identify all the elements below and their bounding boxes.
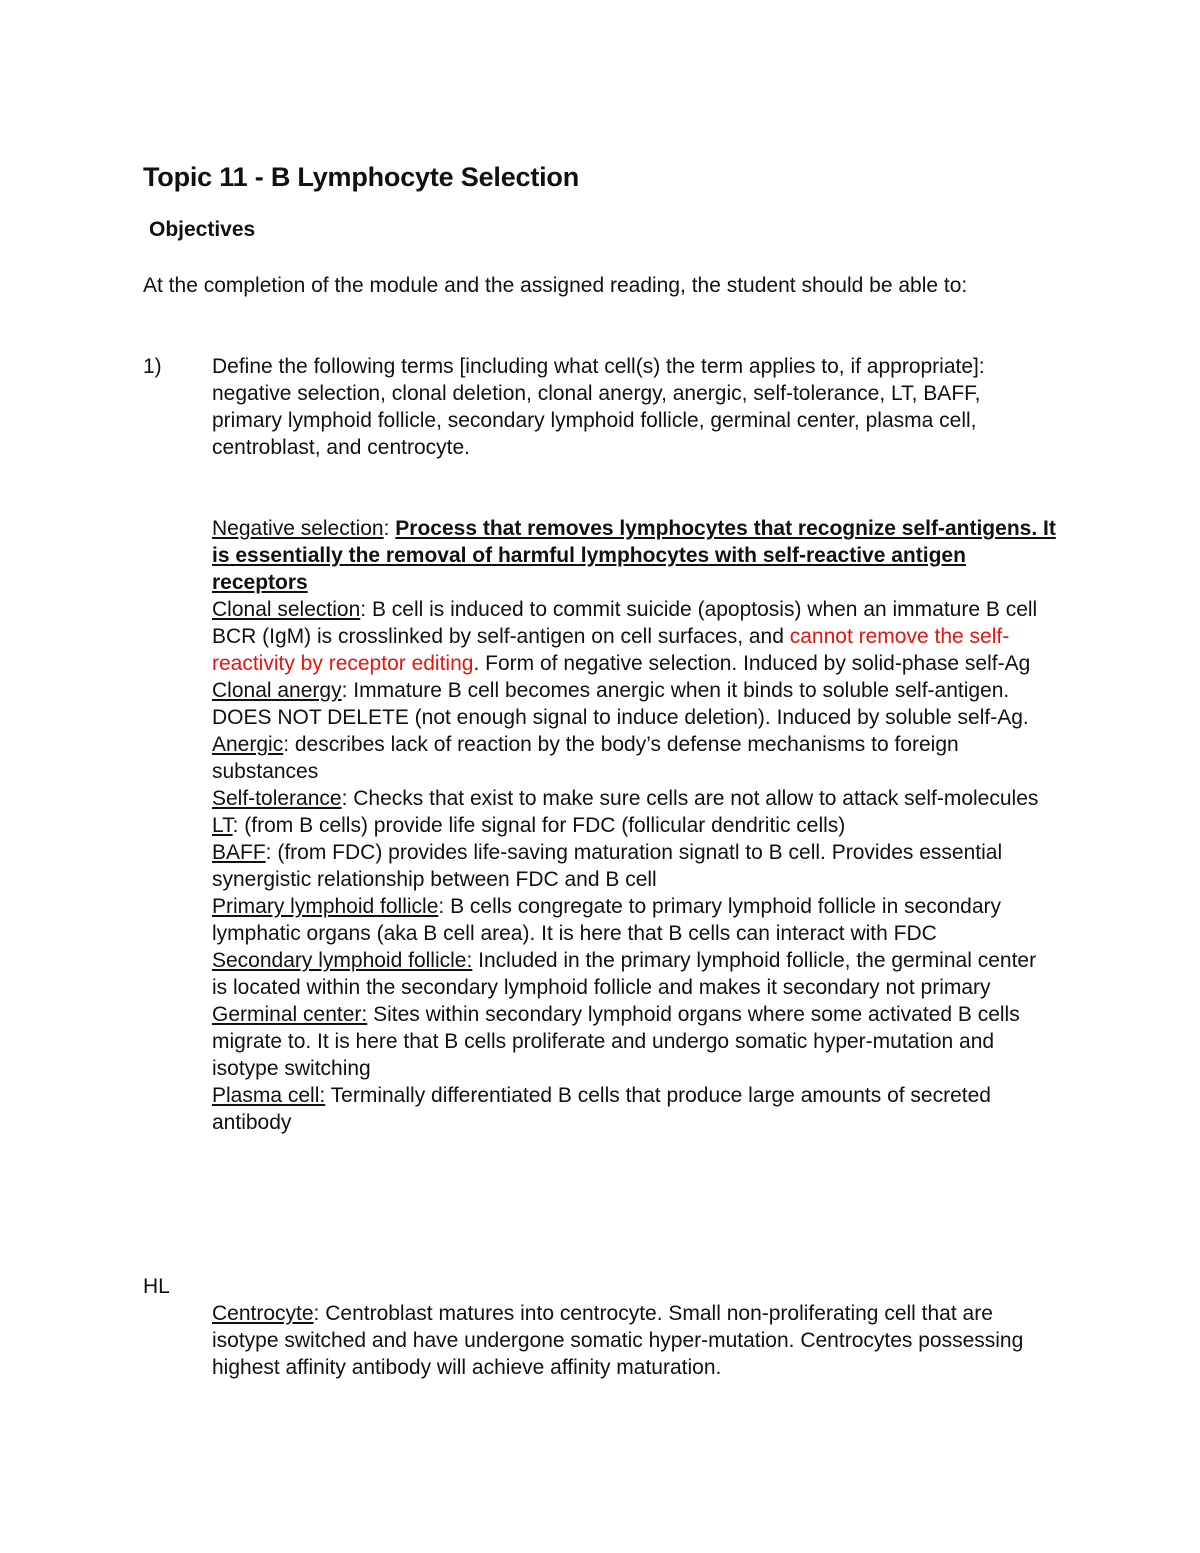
term-separator: : bbox=[265, 841, 278, 864]
definition-text: B cell is induced to commit suicide (apoptosis) when an immature B cell BCR (IgM) is crosslinked by self-antigen on cell surfaces, and bbox=[212, 598, 1038, 648]
definition-text: B cells congregate to primary lymphoid follicle in secondary lymphatic organs (aka B cell area). It is here that B cells can interact with FDC bbox=[212, 895, 1001, 945]
definition-anergic bbox=[212, 731, 1057, 785]
term-label: Self-tolerance bbox=[212, 787, 342, 810]
definition-primary-lymphoid-follicle bbox=[212, 893, 1057, 947]
term-label: Secondary lymphoid follicle: bbox=[212, 949, 473, 972]
term-label: Plasma cell: bbox=[212, 1084, 326, 1107]
definition-clonal-selection bbox=[212, 596, 1057, 677]
definition-text: Immature B cell becomes anergic when it binds to soluble self-antigen. DOES NOT DELETE (not enough signal to induce deletion). Induced by soluble self-Ag. bbox=[212, 679, 1029, 729]
hl-label: HL bbox=[143, 1275, 170, 1298]
definition-baff bbox=[212, 839, 1057, 893]
objective-instruction: Define the following terms [including what cell(s) the term applies to, if appropriate]: bbox=[212, 355, 985, 378]
term-separator: : bbox=[313, 1302, 326, 1325]
definition-lt bbox=[212, 812, 1057, 839]
definition-germinal-center bbox=[212, 1001, 1057, 1082]
definition-text-highlight: cannot remove the self-reactivity by receptor editing bbox=[212, 625, 1010, 675]
term-label: LT bbox=[212, 814, 233, 837]
definition-text: Centroblast matures into centrocyte. Small non-proliferating cell that are isotype switched and have undergone somatic hyper-mutation. Centrocytes possessing highest affinity antibody will achieve affinity maturation. bbox=[212, 1302, 1024, 1379]
definition-text: Sites within secondary lymphoid organs where some activated B cells migrate to. It is here that B cells proliferate and undergo somatic hyper-mutation and isotype switching bbox=[212, 1003, 1020, 1080]
term-label: Primary lymphoid follicle bbox=[212, 895, 439, 918]
definition-secondary-lymphoid-follicle bbox=[212, 947, 1057, 1001]
definition-plasma-cell bbox=[212, 1082, 1057, 1136]
intro-paragraph: At the completion of the module and the assigned reading, the student should be able to: bbox=[143, 274, 968, 297]
definitions-list-continued bbox=[212, 1300, 1057, 1381]
term-separator: : bbox=[341, 679, 354, 702]
page-title: Topic 11 - B Lymphocyte Selection bbox=[143, 162, 579, 192]
term-separator: : bbox=[341, 787, 354, 810]
term-separator: : bbox=[383, 517, 396, 540]
objectives-heading: Objectives bbox=[149, 218, 256, 241]
term-label: Negative selection bbox=[212, 517, 384, 540]
term-separator: : bbox=[232, 814, 245, 837]
term-label: Germinal center: bbox=[212, 1003, 368, 1026]
definition-self-tolerance bbox=[212, 785, 1057, 812]
term-label: Clonal selection bbox=[212, 598, 361, 621]
definition-text: Terminally differentiated B cells that produce large amounts of secreted antibody bbox=[212, 1084, 991, 1134]
definition-text: Checks that exist to make sure cells are not allow to attack self-molecules bbox=[353, 787, 1039, 810]
definition-centrocyte bbox=[212, 1300, 1057, 1381]
term-label: BAFF bbox=[212, 841, 266, 864]
definition-text: Process that removes lymphocytes that recognize self-antigens. It is essentially the removal of harmful lymphocytes with self-reactive antigen receptors bbox=[212, 517, 1056, 594]
definitions-list bbox=[212, 515, 1057, 1136]
term-label: Centrocyte bbox=[212, 1302, 314, 1325]
definition-text: (from B cells) provide life signal for FDC (follicular dendritic cells) bbox=[244, 814, 846, 837]
definition-clonal-anergy bbox=[212, 677, 1057, 731]
definition-text: (from FDC) provides life-saving maturation signatl to B cell. Provides essential synergistic relationship between FDC and B cell bbox=[212, 841, 1003, 891]
term-separator: : bbox=[283, 733, 295, 756]
definition-negative-selection bbox=[212, 515, 1057, 596]
term-separator: : bbox=[360, 598, 372, 621]
term-separator: : bbox=[438, 895, 451, 918]
definition-text: Included in the primary lymphoid follicle, the germinal center is located within the secondary lymphoid follicle and makes it secondary not primary bbox=[212, 949, 1037, 999]
term-label: Anergic bbox=[212, 733, 284, 756]
objective-terms-list: negative selection, clonal deletion, clonal anergy, anergic, self-tolerance, LT, BAFF, primary lymphoid follicle, secondary lymphoid follicle, germinal center, plasma cell, centroblast, and centrocyte. bbox=[212, 382, 981, 459]
definition-text-continued: . Form of negative selection. Induced by solid-phase self-Ag bbox=[473, 652, 1031, 675]
definition-text: describes lack of reaction by the body’s defense mechanisms to foreign substances bbox=[212, 733, 959, 783]
objective-item bbox=[212, 353, 1042, 461]
term-label: Clonal anergy bbox=[212, 679, 342, 702]
list-item-number: 1) bbox=[143, 355, 162, 378]
